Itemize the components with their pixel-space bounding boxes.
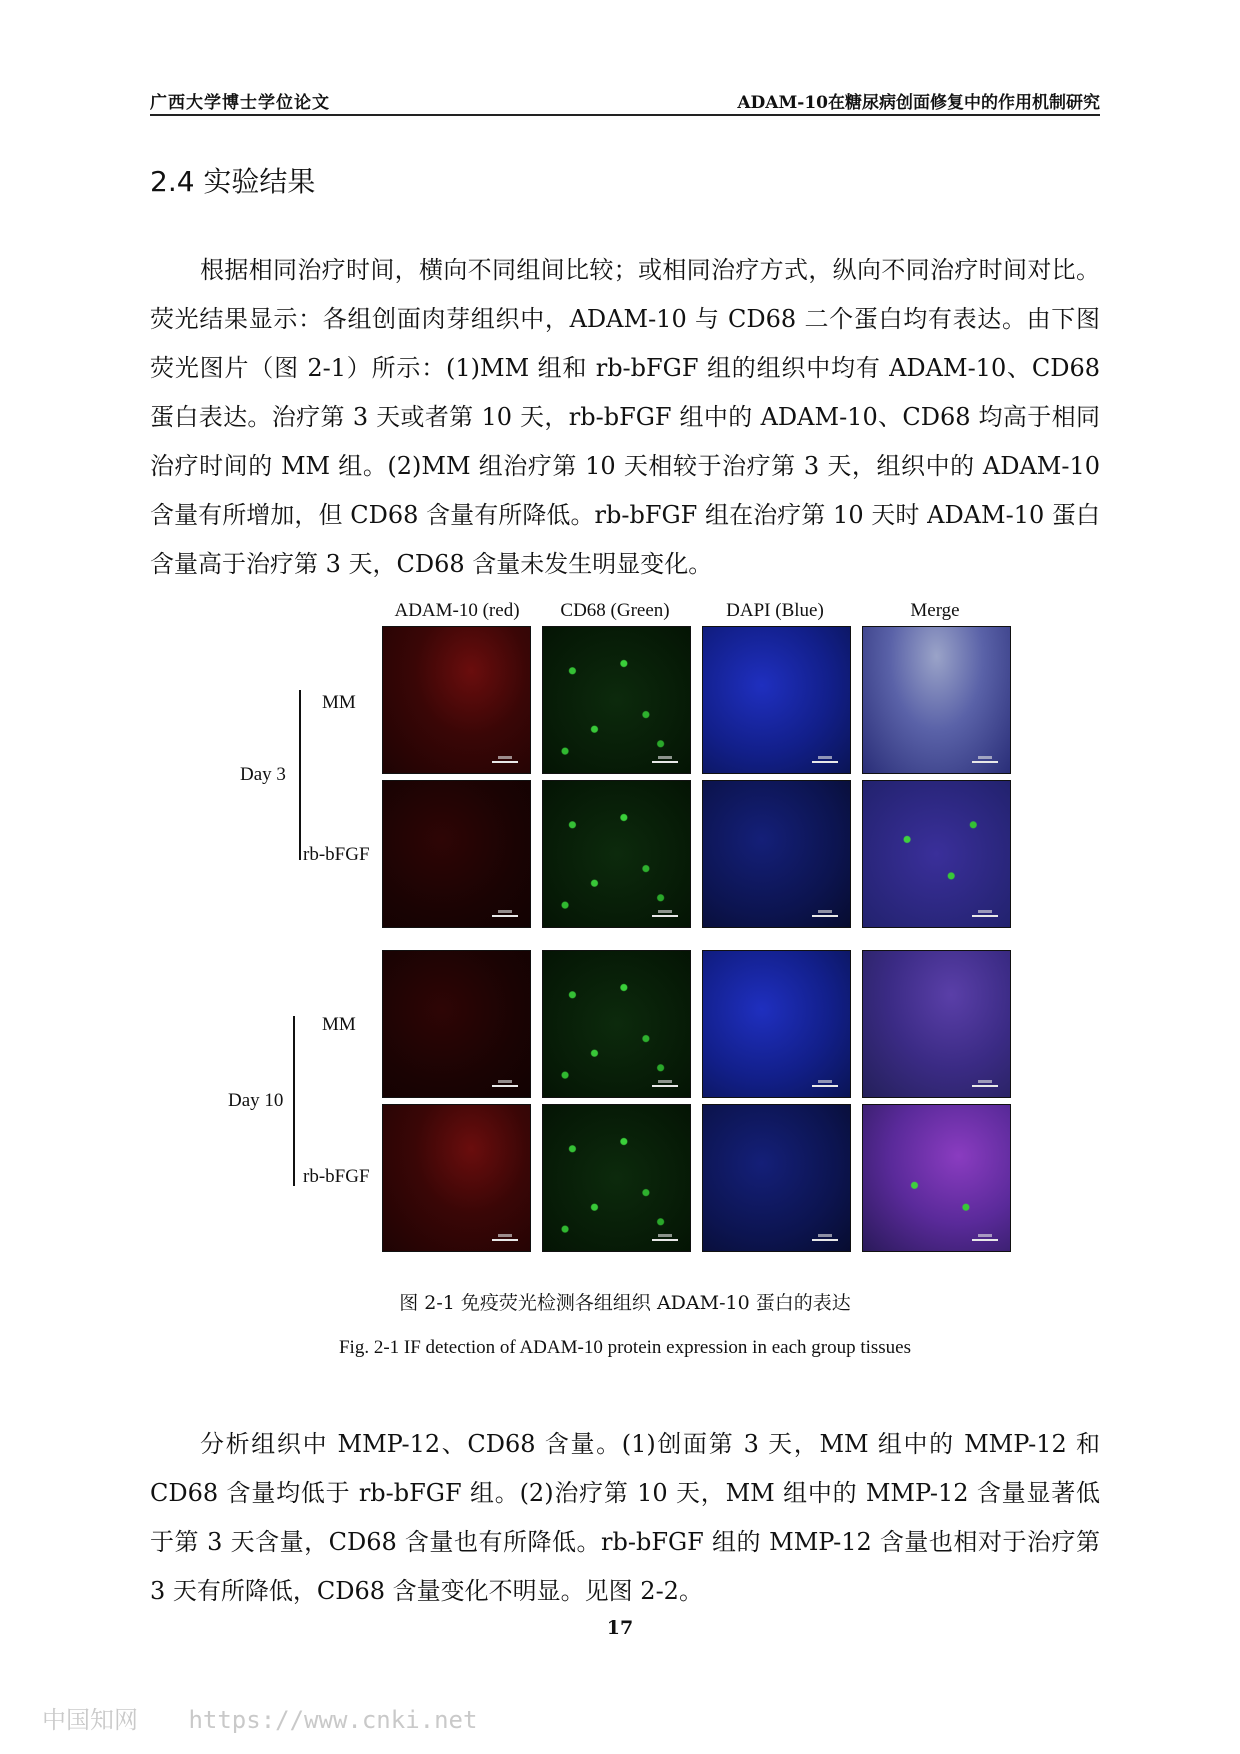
panel-day3-rb-merge <box>862 780 1011 928</box>
row-label-day3: Day 3 <box>240 764 286 785</box>
panel-day10-rb-adam10 <box>382 1104 531 1252</box>
column-label-dapi: DAPI (Blue) <box>726 600 824 621</box>
column-label-cd68: CD68 (Green) <box>560 600 670 621</box>
figure-caption-chinese: 图 2-1 免疫荧光检测各组组织 ADAM-10 蛋白的表达 <box>399 1292 851 1314</box>
results-paragraph-2: 分析组织中 MMP-12、CD68 含量。(1)创面第 3 天，MM 组中的 MMP-12 和 CD68 含量均低于 rb-bFGF 组。(2)治疗第 10 天，MM 组中的 MMP-12 含量显著低于第 3 天含量，CD68 含量也有所降低。rb-bFGF 组的 MMP-12 含量也相对于治疗第 3 天有所降低，CD68 含量变化不明显。见图 2-2。 <box>150 1430 1100 1605</box>
panel-day3-rb-adam10 <box>382 780 531 928</box>
column-label-adam10: ADAM-10 (red) <box>394 600 520 621</box>
panel-day3-rb-dapi <box>702 780 851 928</box>
header-thesis-title: ADAM-10在糖尿病创面修复中的作用机制研究 <box>737 93 1100 113</box>
row-label-day3-rb: rb-bFGF <box>303 844 370 865</box>
row-label-day10-mm: MM <box>322 1014 356 1035</box>
header-thesis-label: 广西大学博士学位论文 <box>150 93 330 113</box>
running-header <box>150 86 1100 116</box>
column-label-merge: Merge <box>910 600 960 621</box>
row-label-day3-mm: MM <box>322 692 356 713</box>
cnki-watermark <box>42 1700 477 1735</box>
panel-day10-rb-cd68 <box>542 1104 691 1252</box>
watermark-brand: 中国知网 <box>42 1706 138 1734</box>
row-label-day10: Day 10 <box>228 1090 284 1111</box>
panel-day10-rb-merge <box>862 1104 1011 1252</box>
panel-day10-rb-dapi <box>702 1104 851 1252</box>
panel-day10-mm-dapi <box>702 950 851 1098</box>
panel-day10-mm-merge <box>862 950 1011 1098</box>
page-number: 17 <box>606 1617 634 1639</box>
panel-day3-mm-cd68 <box>542 626 691 774</box>
panel-day3-rb-cd68 <box>542 780 691 928</box>
row-label-day10-rb: rb-bFGF <box>303 1166 370 1187</box>
figure-caption-english: Fig. 2-1 IF detection of ADAM-10 protein expression in each group tissues <box>338 1337 912 1358</box>
panel-day3-mm-adam10 <box>382 626 531 774</box>
panel-day10-mm-cd68 <box>542 950 691 1098</box>
section-title: 2.4 实验结果 <box>150 165 316 198</box>
watermark-url: https://www.cnki.net <box>188 1706 478 1734</box>
day10-bracket-line <box>293 1016 295 1186</box>
day3-bracket-line <box>299 690 301 860</box>
panel-day3-mm-merge <box>862 626 1011 774</box>
panel-day3-mm-dapi <box>702 626 851 774</box>
panel-day10-mm-adam10 <box>382 950 531 1098</box>
results-paragraph-1: 根据相同治疗时间，横向不同组间比较；或相同治疗方式，纵向不同治疗时间对比。荧光结果显示：各组创面肉芽组织中，ADAM-10 与 CD68 二个蛋白均有表达。由下图荧光图片（图 2-1）所示：(1)MM 组和 rb-bFGF 组的组织中均有 ADAM-10、CD68 蛋白表达。治疗第 3 天或者第 10 天，rb-bFGF 组中的 ADAM-10、CD68 均高于相同治疗时间的 MM 组。(2)MM 组治疗第 10 天相较于治疗第 3 天，组织中的 ADAM-10 含量有所增加，但 CD68 含量有所降低。rb-bFGF 组在治疗第 10 天时 ADAM-10 蛋白含量高于治疗第 3 天，CD68 含量未发生明显变化。 <box>150 256 1100 578</box>
